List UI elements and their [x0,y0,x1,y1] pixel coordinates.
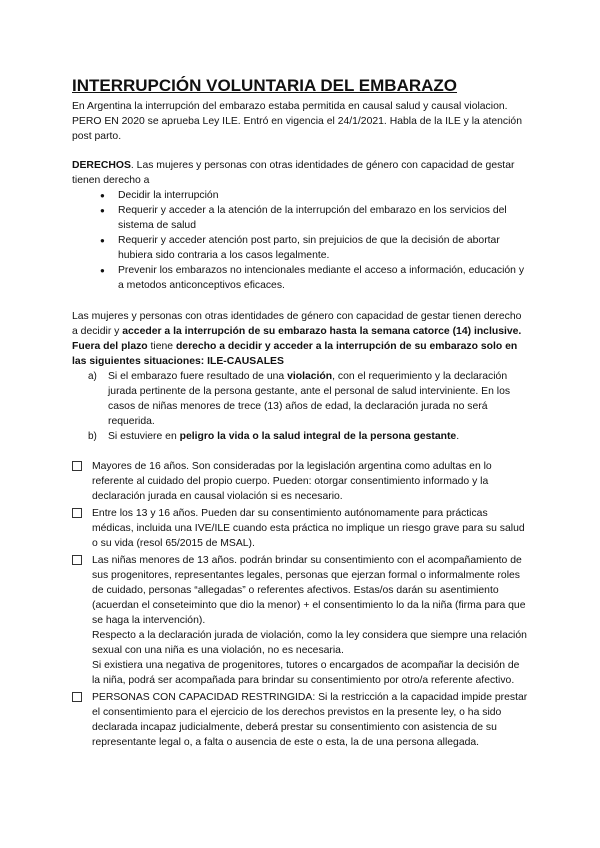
plazo-paragraph [72,309,530,369]
plazo-bold-1: acceder a la interrupción de su embarazo hasta la semana catorce (14) inclusive. Fuera del plazo [72,326,522,352]
checkbox[interactable] [72,461,82,471]
causal-text: Si el embarazo fuere resultado de una [108,371,288,382]
derechos-label: DERECHOS [72,160,131,171]
checklist [72,459,530,750]
causal-text: . [456,431,460,442]
list-item: ● Requerir y acceder a la atención de la interrupción del embarazo en los servicios del sistema de salud [108,203,530,233]
checkbox[interactable] [72,692,82,702]
plazo-text-2: tiene [147,341,176,352]
checklist-item [92,690,530,750]
causal-text: , con el requerimiento y la declaración jurada pertinente de la persona gestante, ante el personal de salud interviniente. En los casos de niñas menores de trece (13) años de edad, la declaración jurada no será requerida. [108,371,511,427]
checklist-text: Las niñas menores de 13 años. podrán brindar su consentimiento con el acompañamiento de sus progenitores, representantes legales, personas que ejerzan formal o informalmente roles de cuidado, personas “allegadas” o referentes afectivos. Estas/os darán su asentimiento (acuerdan el conseteiminto que dio la menor) + el consentimiento lo da la niña (firma para que se haga la intervención). [92,555,526,626]
plazo-bold-2: derecho a decidir y acceder a la interrupción de su embarazo solo en las siguientes situaciones: ILE-CAUSALES [72,341,518,367]
list-item: ● Requerir y acceder atención post parto, sin prejuicios de que la decisión de abortar hubiera sido contraria a los casos legalmente. [108,233,530,263]
causal-bold: peligro la vida o la salud integral de la persona gestante [179,431,457,442]
checklist-text: PERSONAS CON CAPACIDAD RESTRINGIDA: Si la restricción a la capacidad impide prestar el consentimiento para el ejercicio de los derechos previstos en la presente ley, o ha sido declarada incapaz judicialmente, deberá prestar su consentimiento con asistencia de su representante legal o, a falta o ausencia de este o esta, la de una persona allegada. [92,692,528,748]
causal-item [88,429,530,444]
checklist-text: Respecto a la declaración jurada de violación, como la ley considera que siempre una relación sexual con una niña es una violación, no es necesaria. [92,630,527,656]
document-body [72,76,530,752]
plazo-text-1: Las mujeres y personas con otras identidades de género con capacidad de gestar tienen derecho a decidir y [72,311,522,337]
checklist-text: Si existiera una negativa de progenitores, tutores o encargados de acompañar la decisión de la niña, podrá ser acompañada para brindar su consentimiento por otro/a referente afectivo. [92,660,520,686]
derechos-paragraph [72,158,530,188]
causal-marker: b) [88,431,97,442]
causal-text: Si estuviere en [108,431,180,442]
list-item: ● Decidir la interrupción [108,188,530,203]
checkbox[interactable] [72,555,82,565]
checklist-item [92,553,530,688]
checklist-text: Entre los 13 y 16 años. Pueden dar su consentimiento autónomamente para prácticas médicas, incluida una IVE/ILE cuando esta práctica no implique un riesgo grave para su salud o su vida (resol 65/2015 de MSAL). [92,508,525,549]
checkbox[interactable] [72,508,82,518]
list-item: ● Prevenir los embarazos no intencionales mediante el acceso a información, educación y a metodos anticonceptivos eficaces. [108,263,530,293]
causal-bold: violación [287,371,333,382]
intro-paragraph-2: PERO EN 2020 se aprueba Ley ILE. Entró en vigencia el 24/1/2021. Habla de la ILE y la atención post parto. [72,116,522,142]
checklist-text: Mayores de 16 años. Son consideradas por la legislación argentina como adultas en lo referente al cuidado del propio cuerpo. Pueden: otorgar consentimiento informado y la declaración jurada en causal violación si es necesario. [92,461,492,502]
derechos-list [72,188,530,293]
checklist-item [92,459,530,504]
derechos-text: . Las mujeres y personas con otras identidades de género con capacidad de gestar tienen derecho a [72,160,515,186]
causales-list [72,369,530,444]
causal-item [88,369,530,429]
causal-marker: a) [88,371,97,382]
intro-paragraph-1: En Argentina la interrupción del embarazo estaba permitida en causal salud y causal violacion. [72,101,508,112]
page-title: INTERRUPCIÓN VOLUNTARIA DEL EMBARAZO [72,76,458,95]
checklist-item [92,506,530,551]
